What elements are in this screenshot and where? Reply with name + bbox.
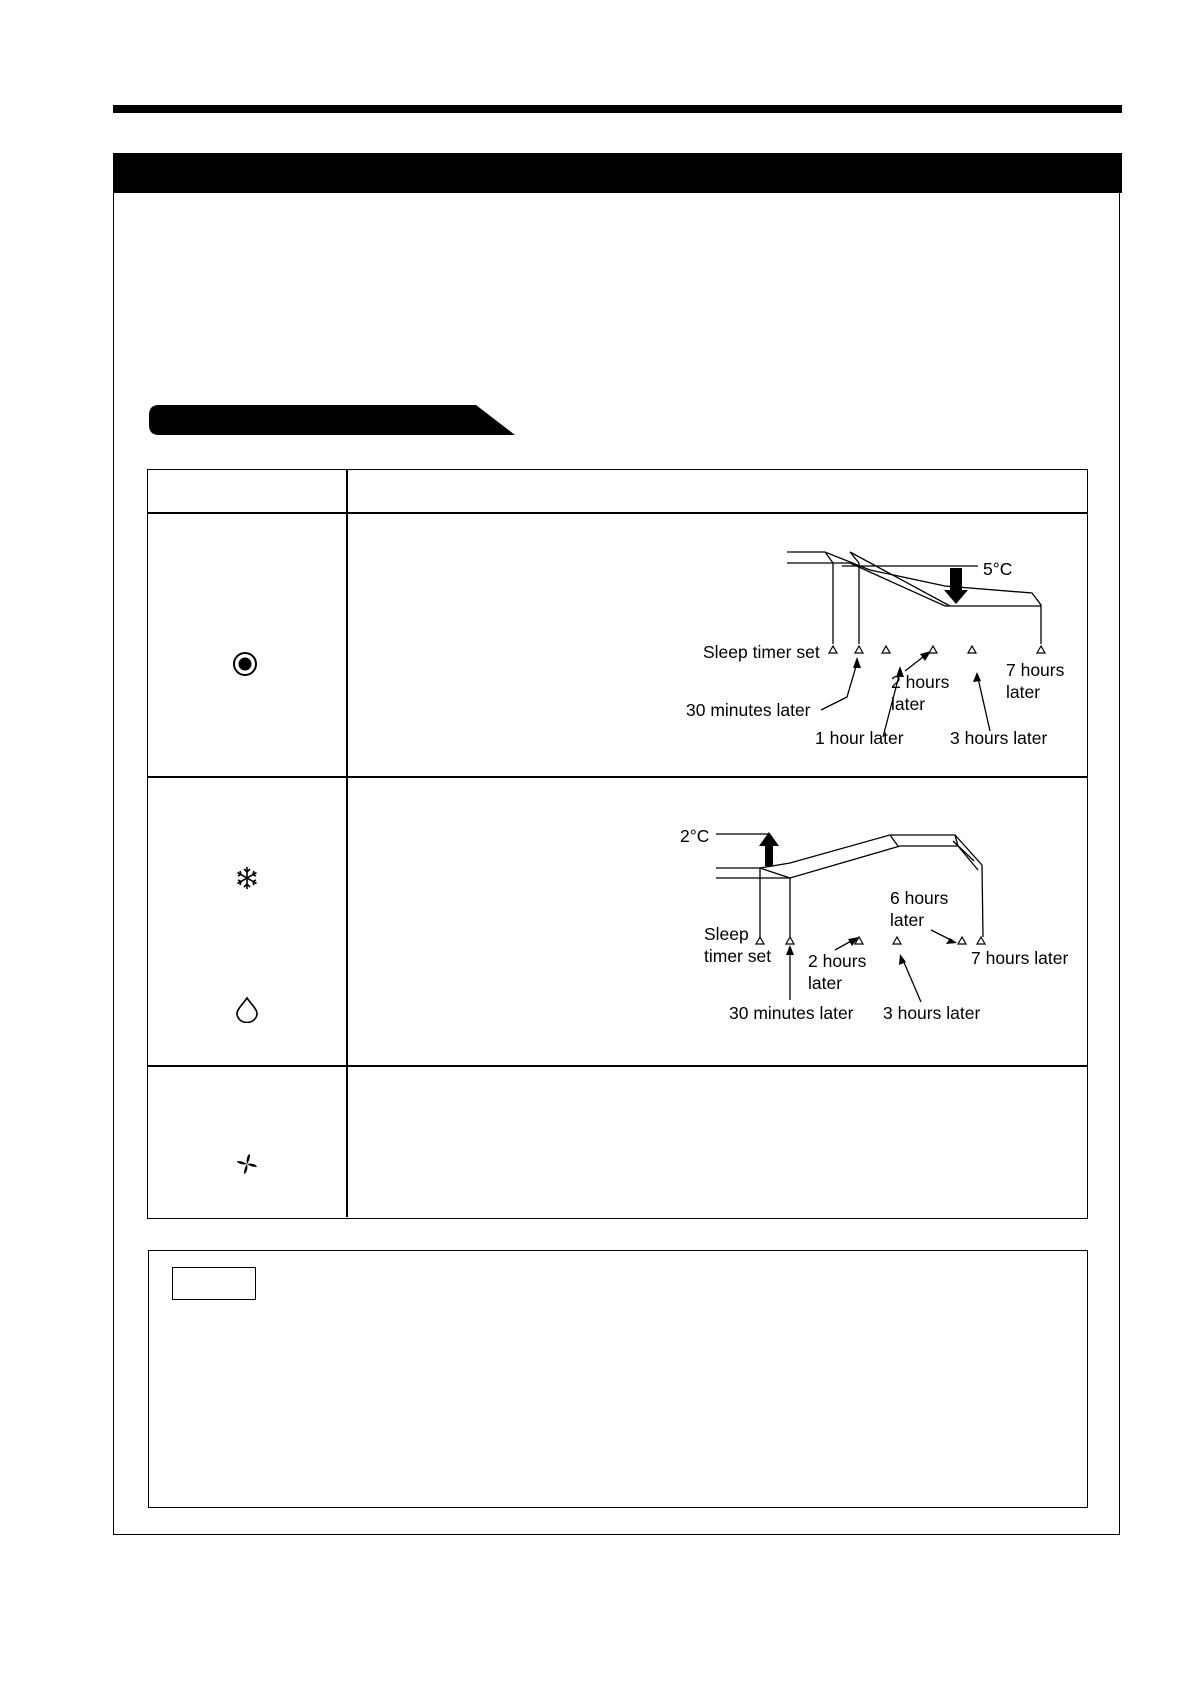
cool-mode-snowflake-icon bbox=[233, 864, 261, 892]
label-2-hours-line1: 2 hours bbox=[891, 672, 950, 692]
dry-mode-droplet-icon bbox=[233, 994, 261, 1024]
label-2-hours-line1: 2 hours bbox=[808, 951, 867, 971]
note-box bbox=[148, 1250, 1088, 1508]
sleep-timer-diagram-decrease bbox=[680, 540, 1080, 755]
label-sleep-timer-set: Sleep timer set bbox=[703, 642, 820, 662]
table-row-divider-1 bbox=[147, 776, 1088, 778]
section-header-bar bbox=[113, 153, 1122, 193]
label-3-hours-later: 3 hours later bbox=[950, 728, 1048, 748]
subsection-label-tab bbox=[149, 405, 515, 435]
label-2-hours-line2: later bbox=[891, 694, 926, 714]
note-label-box bbox=[172, 1267, 256, 1300]
label-7-hours-line2: later bbox=[1006, 682, 1041, 702]
sleep-timer-diagram-increase bbox=[675, 820, 1085, 1030]
label-3-hours-later: 3 hours later bbox=[883, 1003, 981, 1023]
label-sleep-line2: timer set bbox=[704, 946, 772, 966]
table-row-divider-2 bbox=[147, 1065, 1088, 1067]
table-header-divider bbox=[147, 512, 1088, 514]
temp-change-label: 2°C bbox=[680, 826, 710, 846]
table-column-divider bbox=[346, 469, 348, 1217]
label-1-hour-later: 1 hour later bbox=[815, 728, 904, 748]
temp-change-label: 5°C bbox=[983, 559, 1013, 579]
label-7-hours-later: 7 hours later bbox=[971, 948, 1069, 968]
label-30-minutes-later: 30 minutes later bbox=[686, 700, 811, 720]
label-30-minutes-later: 30 minutes later bbox=[729, 1003, 854, 1023]
label-sleep-line1: Sleep bbox=[704, 924, 749, 944]
top-rule bbox=[113, 105, 1122, 113]
label-6-hours-line2: later bbox=[890, 910, 925, 930]
auto-mode-icon bbox=[231, 650, 259, 678]
label-7-hours-line1: 7 hours bbox=[1006, 660, 1065, 680]
label-2-hours-line2: later bbox=[808, 973, 843, 993]
label-6-hours-line1: 6 hours bbox=[890, 888, 949, 908]
fan-mode-icon bbox=[233, 1150, 261, 1178]
